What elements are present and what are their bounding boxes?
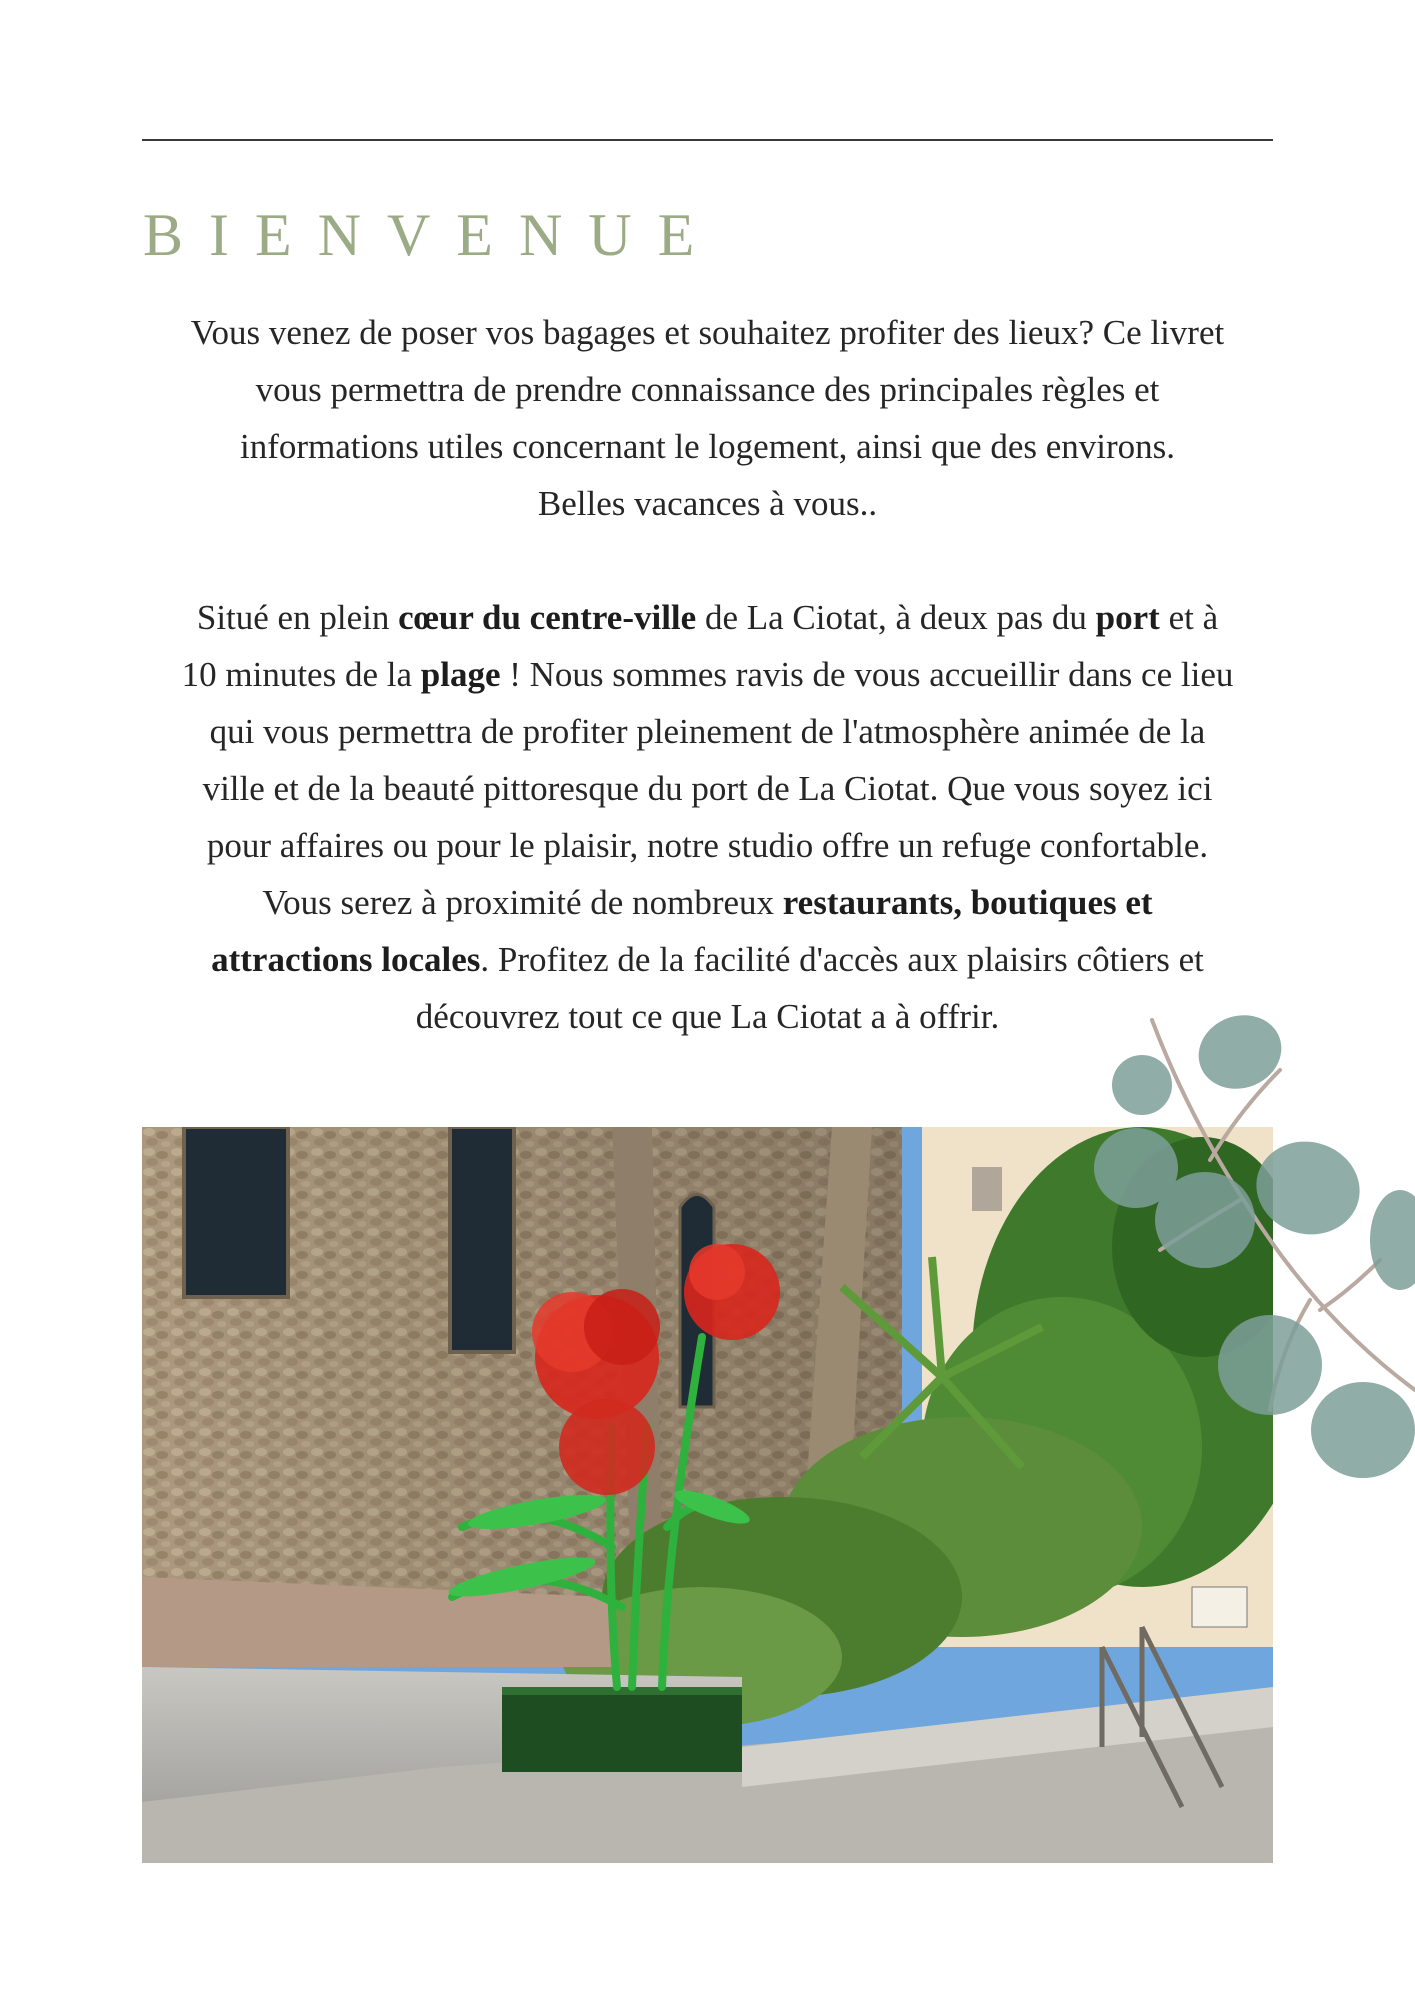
text-run: de La Ciotat, à deux pas du (696, 598, 1096, 637)
highlight-port: port (1095, 598, 1160, 637)
top-divider (142, 139, 1273, 141)
text-run: Vous serez à proximité de nombreux (262, 883, 783, 922)
intro-line: informations utiles concernant le logement, ainsi que des environs. (239, 427, 1176, 466)
page-title: BIENVENUE (143, 202, 721, 268)
location-line: ville et de la beauté pittoresque du port de La Ciotat. Que vous soyez ici (202, 769, 1213, 808)
church-window (184, 1127, 288, 1297)
location-paragraph (118, 589, 1297, 1045)
sign (1192, 1587, 1247, 1627)
text-run: et à (1159, 598, 1219, 637)
location-line (118, 589, 1297, 646)
church-window (450, 1127, 514, 1352)
highlight-city-center: cœur du centre-ville (398, 598, 697, 637)
poppy-sculpture-photo (142, 1127, 1273, 1863)
intro-line: vous permettra de prendre connaissance des principales règles et (255, 370, 1160, 409)
text-run: Situé en plein (196, 598, 399, 637)
text-run: ! Nous sommes ravis de vous accueillir dans ce lieu (500, 655, 1234, 694)
intro-line: Vous venez de poser vos bagages et souhaitez profiter des lieux? Ce livret (190, 313, 1225, 352)
location-line: pour affaires ou pour le plaisir, notre studio offre un refuge confortable. (206, 826, 1209, 865)
text-run: 10 minutes de la (181, 655, 421, 694)
highlight-attractions: attractions locales (211, 940, 481, 979)
text-run: . Profitez de la facilité d'accès aux plaisirs côtiers et (480, 940, 1204, 979)
location-line (118, 646, 1297, 703)
location-line (118, 931, 1297, 988)
highlight-amenities: restaurants, boutiques et (782, 883, 1153, 922)
intro-paragraph (118, 304, 1297, 532)
intro-line: Belles vacances à vous.. (537, 484, 878, 523)
highlight-beach: plage (420, 655, 501, 694)
location-line: découvrez tout ce que La Ciotat a à offrir. (415, 997, 1000, 1036)
location-line (118, 874, 1297, 931)
location-line: qui vous permettra de profiter pleinement de l'atmosphère animée de la (209, 712, 1206, 751)
planter (502, 1687, 742, 1772)
